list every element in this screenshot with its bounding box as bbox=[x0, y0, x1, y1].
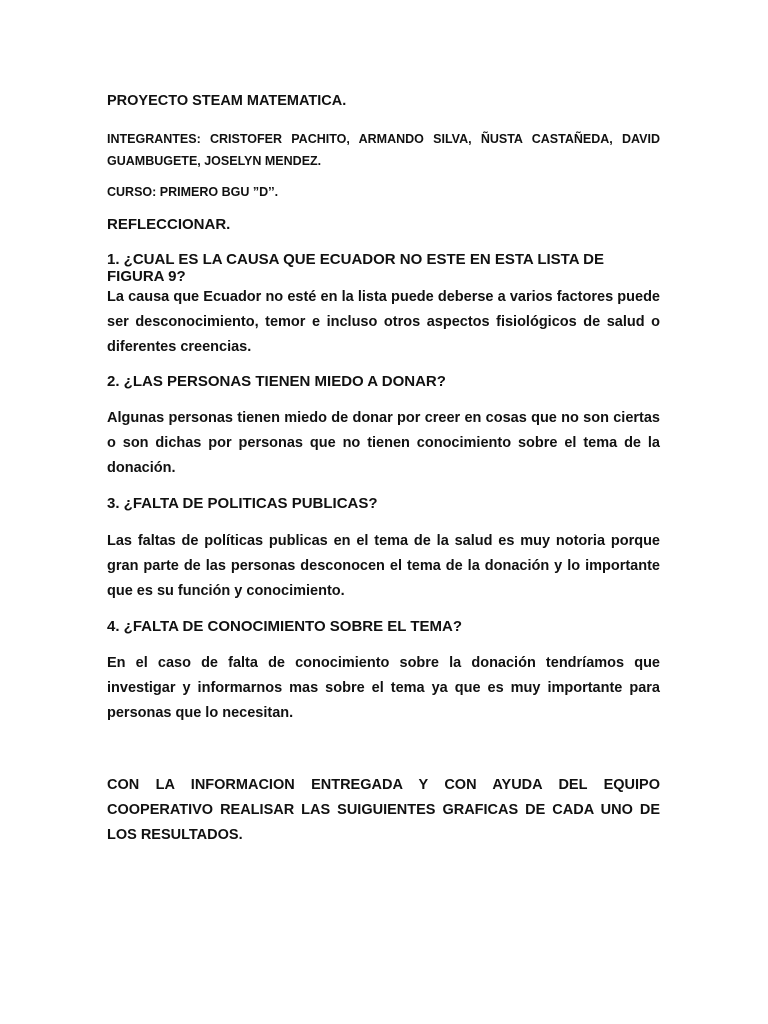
course-label: CURSO: PRIMERO BGU ”D’’. bbox=[107, 185, 279, 199]
question-4: 4. ¿FALTA DE CONOCIMIENTO SOBRE EL TEMA? bbox=[107, 618, 463, 635]
members-list: INTEGRANTES: CRISTOFER PACHITO, ARMANDO SILVA, ÑUSTA CASTAÑEDA, DAVID GUAMBUGETE, JOSELYN MENDEZ. bbox=[107, 132, 660, 168]
document-title: PROYECTO STEAM MATEMATICA. bbox=[107, 93, 347, 109]
question-2: 2. ¿LAS PERSONAS TIENEN MIEDO A DONAR? bbox=[107, 373, 446, 390]
section-heading: REFLECCIONAR. bbox=[107, 216, 231, 233]
answer-1: La causa que Ecuador no esté en la lista puede deberse a varios factores puede ser desconocimiento, temor e incluso otros aspectos fisiológicos de salud o diferentes creencias. bbox=[107, 289, 660, 355]
answer-2: Algunas personas tienen miedo de donar por creer en cosas que no son ciertas o son dichas por personas que no tienen conocimiento sobre el tema de la donación. bbox=[107, 410, 660, 476]
answer-4: En el caso de falta de conocimiento sobre la donación tendríamos que investigar y informarnos mas sobre el tema ya que es muy importante para personas que lo necesitan. bbox=[107, 655, 660, 721]
question-3: 3. ¿FALTA DE POLITICAS PUBLICAS? bbox=[107, 495, 378, 512]
answer-3: Las faltas de políticas publicas en el tema de la salud es muy notoria porque gran parte de las personas desconocen el tema de la donación y lo importante que es su función y conocimiento. bbox=[107, 533, 660, 599]
question-1: 1. ¿CUAL ES LA CAUSA QUE ECUADOR NO ESTE EN ESTA LISTA DE FIGURA 9? bbox=[107, 251, 604, 285]
closing-instruction: CON LA INFORMACION ENTREGADA Y CON AYUDA DEL EQUIPO COOPERATIVO REALISAR LAS SUIGUIENTES GRAFICAS DE CADA UNO DE LOS RESULTADOS. bbox=[107, 777, 660, 843]
